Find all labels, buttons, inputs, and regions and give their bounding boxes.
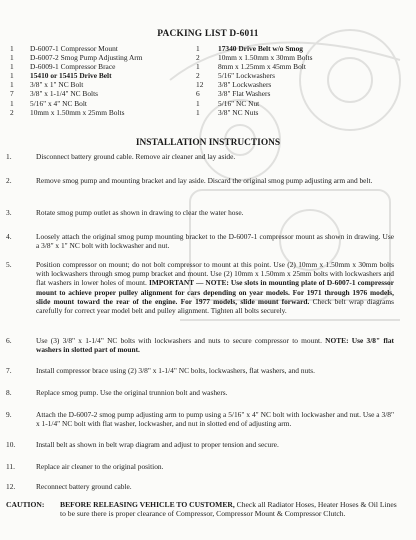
packing-list-row bbox=[10, 53, 410, 62]
packing-item-qty: 1 bbox=[196, 98, 200, 108]
packing-item-desc: 5/16" NC Nut bbox=[218, 98, 260, 108]
step-7: 7. Install compressor brace using (2) 3/8" x 1-1/4" NC bolts, lockwashers, flat washers, and nuts. bbox=[6, 366, 316, 375]
packing-item-desc: D-6009-1 Compressor Brace bbox=[30, 62, 116, 72]
packing-list-title: PACKING LIST D-6011 bbox=[157, 29, 259, 39]
step-12: 12. Reconnect battery ground cable. bbox=[6, 482, 132, 491]
caution-heading: BEFORE RELEASING VEHICLE TO CUSTOMER, bbox=[60, 500, 235, 509]
packing-list-row bbox=[10, 89, 410, 98]
packing-item-qty: 6 bbox=[196, 89, 200, 99]
packing-list-row bbox=[10, 44, 410, 53]
packing-item-desc: 10mm x 1.50mm x 25mm Bolts bbox=[30, 107, 125, 117]
packing-list-row bbox=[10, 62, 410, 71]
step-5-text: Position compressor on mount; do not bolt compressor to mount at this point. Use (2) 10mm x 1.50mm x 30mm bolts with lockwashers through smog pump bracket and mount. Use (2) 10mm x 1.50mm x 25mm bolts with lockwashers and flat washers in lower holes of mount. bbox=[36, 260, 394, 288]
caution-label: CAUTION: bbox=[6, 500, 45, 509]
packing-item-desc: 3/8" NC Nuts bbox=[218, 107, 259, 117]
packing-item-qty: 7 bbox=[10, 89, 14, 99]
packing-item-qty: 1 bbox=[196, 44, 200, 53]
packing-item-qty: 1 bbox=[196, 62, 200, 72]
step-6: 6. Use (3) 3/8" x 1-1/4" NC bolts with lockwashers and nuts to secure compressor to mount. NOTE: Use 3/8" flat washers in slotted part of mount. bbox=[6, 336, 394, 355]
caution-block bbox=[6, 500, 406, 519]
packing-item-qty: 1 bbox=[10, 98, 14, 108]
step-3: 3. Rotate smog pump outlet as shown in drawing to clear the water hose. bbox=[6, 208, 244, 217]
packing-list-table bbox=[10, 44, 410, 117]
step-8: 8. Replace smog pump. Use the original trunnion bolt and washers. bbox=[6, 388, 228, 397]
step-1: 1. Disconnect battery ground cable. Remove air cleaner and lay aside. bbox=[6, 152, 236, 161]
packing-item-qty: 1 bbox=[10, 71, 14, 81]
step-5-text-end: Check belt wrap diagrams carefully for correct year model belt and pulley alignment. Tighten all bolts securely. bbox=[36, 296, 395, 316]
packing-item-qty: 2 bbox=[196, 71, 200, 81]
packing-item-qty: 2 bbox=[196, 53, 200, 63]
packing-item-qty: 1 bbox=[10, 62, 14, 72]
packing-item-desc: 8mm x 1.25mm x 45mm Bolt bbox=[218, 62, 306, 72]
packing-item-qty: 12 bbox=[196, 80, 204, 90]
step-11: 11. Replace air cleaner to the original position. bbox=[6, 462, 164, 471]
step-2: 2. Remove smog pump and mounting bracket and lay aside. Discard the original smog pump adjusting arm and belt. bbox=[6, 176, 373, 185]
packing-item-desc: 3/8" Lockwashers bbox=[218, 80, 272, 90]
caution-text: Check all Radiator Hoses, Heater Hoses & Oil Lines to be sure there is proper clearance of Compressor, Compressor Mount & Compressor Clutch. bbox=[60, 500, 397, 519]
step-6-text: Use (3) 3/8" x 1-1/4" NC bolts with lockwashers and nuts to secure compressor to mount. bbox=[36, 336, 326, 345]
packing-item-desc: D-6007-2 Smog Pump Adjusting Arm bbox=[30, 53, 143, 63]
step-9: 9. Attach the D-6007-2 smog pump adjusting arm to pump using a 5/16" x 4" NC bolt with lockwasher and nut. Use a 3/8" x 1-1/4" NC bolt with flat washer, lockwasher, and nut in slotted end of adjusting arm. bbox=[6, 410, 394, 429]
packing-item-desc: 10mm x 1.50mm x 30mm Bolts bbox=[218, 53, 313, 63]
installation-instructions-title: INSTALLATION INSTRUCTIONS bbox=[135, 138, 281, 148]
step-10: 10. Install belt as shown in belt wrap diagram and adjust to proper tension and secure. bbox=[6, 440, 279, 449]
packing-list-row bbox=[10, 108, 410, 117]
packing-list-row bbox=[10, 80, 410, 89]
packing-list-row bbox=[10, 99, 410, 108]
step-5: 5. Position compressor on mount; do not bolt compressor to mount at this point. Use (2) 10mm x 1.50mm x 30mm bolts with lockwashers through smog pump bracket and mount. Use (2) 10mm x 1.50mm x 25mm bolts with lockwashers and flat washers in lower holes of mount. IMPORTANT — NOTE: Use slots in mounting plate of D-6007-1 compressor mount to achieve proper pulley alignment for cars depending on year models. For 1971 through 1976 models, slide mount toward the rear of the engine. For 1977 models, slide mount forward. Check belt wrap diagrams carefully for correct year model belt and pulley alignment. Tighten all bolts securely. bbox=[6, 260, 395, 316]
packing-item-qty: 1 bbox=[10, 53, 14, 63]
packing-item-qty: 1 bbox=[10, 80, 14, 90]
step-5-important-note: IMPORTANT — NOTE: Use slots in mounting plate of D-6007-1 compressor mount to achieve proper pulley alignment for cars depending on year models. For 1971 through 1976 models, slide mount toward the rear of the engine. For 1977 models, slide mount forward. bbox=[36, 278, 394, 306]
packing-list-row bbox=[10, 71, 410, 80]
packing-item-qty: 1 bbox=[10, 44, 14, 53]
step-4: 4. Loosely attach the original smog pump mounting bracket to the D-6007-1 compressor mount as shown in drawing. Use a 3/8" x 1" NC bolt with lockwasher and nut. bbox=[6, 232, 394, 251]
packing-item-desc: 5/16" Lockwashers bbox=[218, 71, 275, 81]
packing-item-desc: 3/8" x 1" NC Bolt bbox=[30, 80, 84, 90]
packing-item-qty: 1 bbox=[196, 107, 200, 117]
packing-item-desc: 3/8" Flat Washers bbox=[218, 89, 271, 99]
packing-item-desc: 3/8" x 1-1/4" NC Bolts bbox=[30, 89, 99, 99]
packing-item-desc: 15410 or 15415 Drive Belt bbox=[30, 71, 112, 81]
packing-item-desc: D-6007-1 Compressor Mount bbox=[30, 44, 118, 53]
step-6-note: NOTE: Use 3/8" flat washers in slotted part of mount. bbox=[36, 336, 394, 355]
packing-item-desc: 17340 Drive Belt w/o Smog bbox=[218, 44, 303, 53]
packing-item-qty: 2 bbox=[10, 107, 14, 117]
packing-item-desc: 5/16" x 4" NC Bolt bbox=[30, 98, 87, 108]
